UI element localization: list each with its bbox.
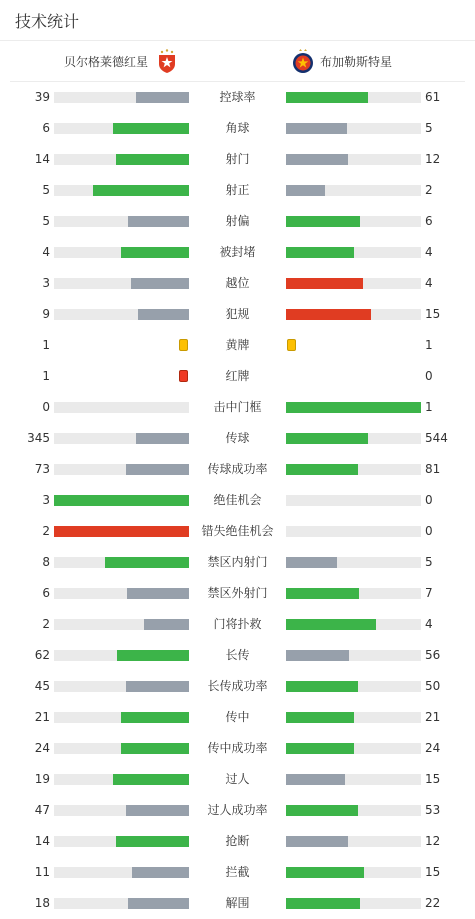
home-value: 47 xyxy=(34,803,50,817)
home-value: 8 xyxy=(42,555,50,569)
away-bar-track xyxy=(286,433,421,444)
home-bar-fill xyxy=(127,588,189,599)
home-bar-fill xyxy=(132,867,189,878)
home-bar-track xyxy=(54,433,189,444)
home-bar-track xyxy=(54,898,189,909)
home-bar-track xyxy=(54,557,189,568)
home-team-name: 贝尔格莱德红星 xyxy=(63,54,148,69)
away-bar-fill xyxy=(286,309,371,320)
stats-list xyxy=(0,82,475,919)
away-bar-track xyxy=(286,712,421,723)
away-bar-track xyxy=(286,867,421,878)
home-value: 62 xyxy=(34,648,50,662)
home-bar-track xyxy=(54,123,189,134)
away-bar-track xyxy=(286,154,421,165)
away-value: 50 xyxy=(425,679,441,693)
stat-label: 控球率 xyxy=(219,90,256,104)
away-value: 15 xyxy=(425,307,441,321)
away-bar-track xyxy=(286,247,421,258)
away-bar-track xyxy=(286,216,421,227)
home-value: 73 xyxy=(34,462,50,476)
home-value: 21 xyxy=(34,710,50,724)
home-bar-track xyxy=(54,402,189,413)
away-team-name: 布加勒斯特星 xyxy=(320,54,393,69)
away-bar-fill xyxy=(286,774,345,785)
home-yellow-card-icon xyxy=(179,339,188,351)
stat-label: 击中门框 xyxy=(213,400,262,414)
away-value: 7 xyxy=(425,586,433,600)
away-bar-fill xyxy=(286,402,421,413)
away-bar-fill xyxy=(286,464,358,475)
away-bar-track xyxy=(286,309,421,320)
stat-row xyxy=(0,268,475,299)
home-bar-track xyxy=(54,743,189,754)
stat-row xyxy=(0,485,475,516)
stat-row xyxy=(0,516,475,547)
home-value: 345 xyxy=(27,431,50,445)
home-bar-track xyxy=(54,309,189,320)
home-bar-track xyxy=(54,650,189,661)
home-bar-fill xyxy=(54,526,189,537)
stat-label: 拦截 xyxy=(225,865,250,879)
away-value: 0 xyxy=(425,493,433,507)
away-bar-fill xyxy=(286,123,347,134)
stat-label: 禁区外射门 xyxy=(207,586,268,600)
home-bar-fill xyxy=(105,557,189,568)
stat-row xyxy=(0,423,475,454)
away-value: 5 xyxy=(425,555,433,569)
home-bar-track xyxy=(54,247,189,258)
home-value: 6 xyxy=(42,586,50,600)
stat-row xyxy=(0,82,475,113)
home-bar-fill xyxy=(116,154,189,165)
stat-row xyxy=(0,578,475,609)
stat-row xyxy=(0,392,475,423)
home-bar-fill xyxy=(113,774,189,785)
stat-label: 禁区内射门 xyxy=(207,555,268,569)
stat-label: 红牌 xyxy=(225,369,250,383)
away-bar-fill xyxy=(286,216,360,227)
home-bar-track xyxy=(54,154,189,165)
away-bar-track xyxy=(286,619,421,630)
away-value: 12 xyxy=(425,834,441,848)
stat-label: 越位 xyxy=(225,276,250,290)
home-bar-track xyxy=(54,712,189,723)
stat-label: 传中 xyxy=(225,710,250,724)
home-bar-fill xyxy=(126,464,189,475)
home-value: 14 xyxy=(34,152,50,166)
home-bar-track xyxy=(54,681,189,692)
away-yellow-card-icon xyxy=(287,339,296,351)
home-value: 11 xyxy=(34,865,50,879)
home-bar-fill xyxy=(136,92,189,103)
away-bar-fill xyxy=(286,681,358,692)
away-bar-fill xyxy=(286,712,354,723)
away-value: 6 xyxy=(425,214,433,228)
away-team[interactable] xyxy=(292,48,392,74)
home-value: 2 xyxy=(42,524,50,538)
away-bar-fill xyxy=(286,743,354,754)
stat-label: 传球成功率 xyxy=(207,462,268,476)
home-value: 24 xyxy=(34,741,50,755)
stat-row xyxy=(0,764,475,795)
stat-label: 射正 xyxy=(225,183,250,197)
home-bar-track xyxy=(54,185,189,196)
away-bar-fill xyxy=(286,92,368,103)
away-value: 15 xyxy=(425,865,441,879)
away-value: 81 xyxy=(425,462,441,476)
away-bar-track xyxy=(286,185,421,196)
stat-label: 错失绝佳机会 xyxy=(201,524,274,538)
away-value: 4 xyxy=(425,245,433,259)
away-bar-track xyxy=(286,464,421,475)
home-value: 19 xyxy=(34,772,50,786)
home-value: 3 xyxy=(42,493,50,507)
home-value: 45 xyxy=(34,679,50,693)
stat-row xyxy=(0,330,475,361)
away-value: 2 xyxy=(425,183,433,197)
away-bar-track xyxy=(286,402,421,413)
away-bar-track xyxy=(286,650,421,661)
stat-row xyxy=(0,206,475,237)
home-bar-fill xyxy=(128,898,189,909)
home-value: 3 xyxy=(42,276,50,290)
away-bar-fill xyxy=(286,650,349,661)
home-bar-track xyxy=(54,278,189,289)
away-value: 21 xyxy=(425,710,441,724)
home-bar-track xyxy=(54,805,189,816)
stat-label: 角球 xyxy=(225,121,250,135)
stat-row xyxy=(0,299,475,330)
away-bar-track xyxy=(286,743,421,754)
home-value: 14 xyxy=(34,834,50,848)
away-bar-fill xyxy=(286,154,348,165)
stat-row xyxy=(0,888,475,919)
home-bar-track xyxy=(54,526,189,537)
away-bar-track xyxy=(286,526,421,537)
away-bar-fill xyxy=(286,185,325,196)
away-bar-track xyxy=(286,898,421,909)
home-bar-fill xyxy=(126,681,189,692)
teams-header xyxy=(10,41,465,82)
home-bar-fill xyxy=(116,836,189,847)
stat-row xyxy=(0,795,475,826)
stat-row xyxy=(0,361,475,392)
stat-label: 绝佳机会 xyxy=(213,493,262,507)
away-bar-track xyxy=(286,495,421,506)
stat-row xyxy=(0,671,475,702)
home-value: 5 xyxy=(42,214,50,228)
home-bar-fill xyxy=(93,185,189,196)
away-bar-fill xyxy=(286,619,376,630)
stat-label: 过人成功率 xyxy=(207,803,268,817)
home-team[interactable] xyxy=(64,48,178,74)
home-bar-fill xyxy=(136,433,189,444)
stat-label: 传中成功率 xyxy=(207,741,268,755)
away-bar-fill xyxy=(286,588,359,599)
home-bar-fill xyxy=(121,743,189,754)
home-value: 1 xyxy=(42,338,50,352)
away-value: 24 xyxy=(425,741,441,755)
section-title xyxy=(0,0,475,41)
stat-label: 长传成功率 xyxy=(207,679,268,693)
stat-row xyxy=(0,454,475,485)
away-bar-fill xyxy=(286,278,363,289)
home-bar-track xyxy=(54,836,189,847)
stat-row xyxy=(0,547,475,578)
away-value: 4 xyxy=(425,617,433,631)
stat-label: 过人 xyxy=(225,772,250,786)
home-bar-fill xyxy=(128,216,189,227)
away-bar-fill xyxy=(286,805,358,816)
away-value: 0 xyxy=(425,369,433,383)
stat-row xyxy=(0,609,475,640)
away-value: 544 xyxy=(425,431,448,445)
home-bar-track xyxy=(54,588,189,599)
home-bar-fill xyxy=(117,650,189,661)
away-bar-fill xyxy=(286,247,354,258)
away-bar-fill xyxy=(286,836,348,847)
away-bar-fill xyxy=(286,898,360,909)
away-value: 22 xyxy=(425,896,441,910)
home-bar-fill xyxy=(121,712,189,723)
red-star-crest-icon xyxy=(156,48,178,74)
home-value: 5 xyxy=(42,183,50,197)
page-title: 技术统计 xyxy=(15,11,80,31)
away-bar-track xyxy=(286,836,421,847)
home-bar-fill xyxy=(121,247,189,258)
home-value: 39 xyxy=(34,90,50,104)
away-value: 56 xyxy=(425,648,441,662)
home-value: 18 xyxy=(34,896,50,910)
home-bar-fill xyxy=(131,278,189,289)
stat-label: 长传 xyxy=(225,648,250,662)
away-value: 1 xyxy=(425,400,433,414)
away-bar-fill xyxy=(286,433,368,444)
stat-label: 犯规 xyxy=(225,307,250,321)
stat-row xyxy=(0,175,475,206)
away-value: 15 xyxy=(425,772,441,786)
away-bar-track xyxy=(286,588,421,599)
away-value: 4 xyxy=(425,276,433,290)
home-bar-fill xyxy=(113,123,189,134)
home-red-card-icon xyxy=(179,370,188,382)
away-value: 61 xyxy=(425,90,441,104)
stat-label: 传球 xyxy=(225,431,250,445)
home-value: 9 xyxy=(42,307,50,321)
stat-row xyxy=(0,733,475,764)
home-bar-fill xyxy=(54,495,189,506)
away-value: 12 xyxy=(425,152,441,166)
home-bar-track xyxy=(54,216,189,227)
stat-row xyxy=(0,826,475,857)
away-bar-track xyxy=(286,557,421,568)
stat-label: 射门 xyxy=(225,152,250,166)
away-bar-track xyxy=(286,92,421,103)
stat-label: 抢断 xyxy=(225,834,250,848)
home-bar-track xyxy=(54,92,189,103)
home-bar-fill xyxy=(138,309,189,320)
away-value: 5 xyxy=(425,121,433,135)
stat-label: 解围 xyxy=(225,896,250,910)
away-bar-track xyxy=(286,123,421,134)
home-value: 2 xyxy=(42,617,50,631)
away-value: 1 xyxy=(425,338,433,352)
away-bar-track xyxy=(286,805,421,816)
stat-row xyxy=(0,144,475,175)
home-value: 6 xyxy=(42,121,50,135)
away-bar-track xyxy=(286,681,421,692)
home-value: 4 xyxy=(42,245,50,259)
stat-label: 门将扑救 xyxy=(213,617,262,631)
stat-row xyxy=(0,702,475,733)
away-bar-track xyxy=(286,774,421,785)
away-bar-fill xyxy=(286,867,364,878)
home-bar-track xyxy=(54,867,189,878)
away-value: 0 xyxy=(425,524,433,538)
home-value: 0 xyxy=(42,400,50,414)
away-bar-track xyxy=(286,278,421,289)
home-bar-track xyxy=(54,774,189,785)
fcsb-crest-icon xyxy=(292,48,314,74)
away-bar-fill xyxy=(286,557,337,568)
stat-row xyxy=(0,857,475,888)
stat-row xyxy=(0,640,475,671)
home-bar-track xyxy=(54,619,189,630)
home-value: 1 xyxy=(42,369,50,383)
stat-label: 射偏 xyxy=(225,214,250,228)
home-bar-fill xyxy=(144,619,189,630)
stat-row xyxy=(0,113,475,144)
home-bar-fill xyxy=(126,805,189,816)
home-bar-track xyxy=(54,495,189,506)
stat-row xyxy=(0,237,475,268)
stat-label: 黄牌 xyxy=(225,338,250,352)
away-value: 53 xyxy=(425,803,441,817)
stat-label: 被封堵 xyxy=(219,245,256,259)
home-bar-track xyxy=(54,464,189,475)
